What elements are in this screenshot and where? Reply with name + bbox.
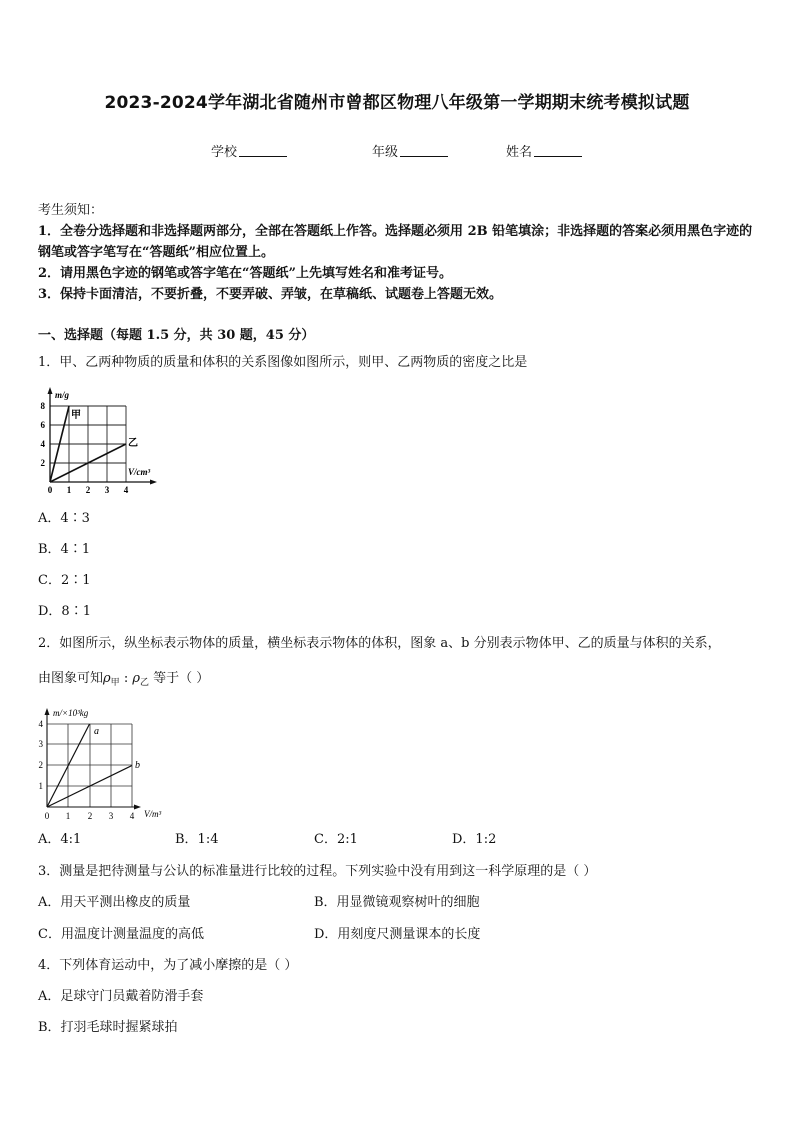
grade-label: 年级 [372,145,399,160]
q2-stem-prefix: 由图象可知 [38,671,104,686]
ratio-colon: : [119,671,133,686]
chart1-ylabel: m/g [55,390,70,400]
q3-stem: 3．测量是把待测量与公认的标准量进行比较的过程。下列实验中没有用到这一科学原理的是（ ） [38,864,597,879]
q2-option-b: B．1:4 [175,832,219,847]
chart2-series-label-b: b [135,760,140,771]
grade-blank [400,144,448,157]
q2-stem-line1: 2．如图所示，纵坐标表示物体的质量，横坐标表示物体的体积，图象 a、b 分别表示物体甲、乙的质量与体积的关系， [38,636,721,651]
chart1-ytick: 8 [40,401,45,411]
q2-option-c: C．2:1 [314,832,358,847]
section-heading: 一、选择题（每题 1.5 分，共 30 题，45 分） [38,328,315,343]
q2-stem-line2 [38,668,209,694]
page-title: 2023-2024学年湖北省随州市曾都区物理八年级第一学期期末统考模拟试题 [104,93,690,113]
name-blank [534,144,582,157]
name-label: 姓名 [506,145,533,160]
q2-option-a: A．4:1 [38,832,82,847]
q4-option-b: B．打羽毛球时握紧球拍 [38,1020,178,1035]
rho-symbol: ρ [103,671,111,686]
grade-field [372,141,448,160]
q2-option-d: D．1:2 [452,832,497,847]
chart2-xtick: 3 [108,811,114,821]
chart2-grid [47,724,132,807]
notice-heading: 考生须知： [38,203,104,218]
chart2 [34,703,184,823]
name-field [506,141,582,160]
chart1-xtick: 3 [104,485,110,495]
q2-stem-suffix: 等于（ ） [149,671,210,686]
chart1-grid [50,406,126,482]
chart2-xtick: 2 [87,811,93,821]
chart2-xtick: 4 [129,811,135,821]
q3-option-a: A．用天平测出橡皮的质量 [38,895,191,910]
q1-stem: 1．甲、乙两种物质的质量和体积的关系图像如图所示，则甲、乙两物质的密度之比是 [38,355,528,370]
chart2-xtick: 0 [44,811,50,821]
chart1-ytick: 6 [40,420,45,430]
q1-option-b: B．4∶1 [38,542,91,557]
school-label: 学校 [211,145,238,160]
chart1-xtick: 0 [47,485,53,495]
chart2-ytick: 4 [38,719,43,729]
chart1-xlabel: V/cm³ [128,467,151,477]
rho-symbol: ρ [132,671,140,686]
chart2-xtick: 1 [65,811,71,821]
notice-item-2: 2．请用黑色字迹的钢笔或答字笔在“答题纸”上先填写姓名和准考证号。 [38,266,453,281]
chart1-ytick: 4 [40,439,45,449]
chart2-ytick: 2 [38,760,43,770]
chart1-series-label-yi: 乙 [128,438,138,449]
notice-item-1: 1．全卷分选择题和非选择题两部分，全部在答题纸上作答。选择题必须用 2B 铅笔填涂；非选择题的答案必须用黑色字迹的钢笔或答字笔写在“答题纸”相应位置上。 [38,224,753,260]
q3-option-c: C．用温度计测量温度的高低 [38,927,204,942]
q3-option-d: D．用刻度尺测量课本的长度 [314,927,481,942]
chart2-series-label-a: a [94,726,99,737]
chart1 [36,384,166,496]
notice-item-3: 3．保持卡面清洁，不要折叠，不要弄破、弄皱，在草稿纸、试题卷上答题无效。 [38,287,503,302]
chart2-ytick: 3 [38,739,43,749]
rho-sub-yi: 乙 [140,678,150,688]
q1-option-c: C．2∶1 [38,573,91,588]
chart2-axes [45,708,142,810]
chart1-xtick: 4 [123,485,129,495]
chart1-series-label-jia: 甲 [71,410,81,421]
q4-option-a: A．足球守门员戴着防滑手套 [38,989,204,1004]
school-blank [239,144,287,157]
chart2-ytick: 1 [38,781,43,791]
q4-stem: 4．下列体育运动中，为了减小摩擦的是（ ） [38,958,298,973]
school-field [211,141,287,160]
rho-sub-jia: 甲 [110,678,120,688]
chart2-xlabel: V/m³ [144,809,162,819]
chart1-xtick: 2 [85,485,91,495]
chart2-ylabel: m/×10³kg [53,708,89,718]
q1-option-d: D．8∶1 [38,604,91,619]
chart1-ytick: 2 [40,458,45,468]
chart1-xtick: 1 [66,485,72,495]
q1-option-a: A．4∶3 [38,511,90,526]
q3-option-b: B．用显微镜观察树叶的细胞 [314,895,480,910]
